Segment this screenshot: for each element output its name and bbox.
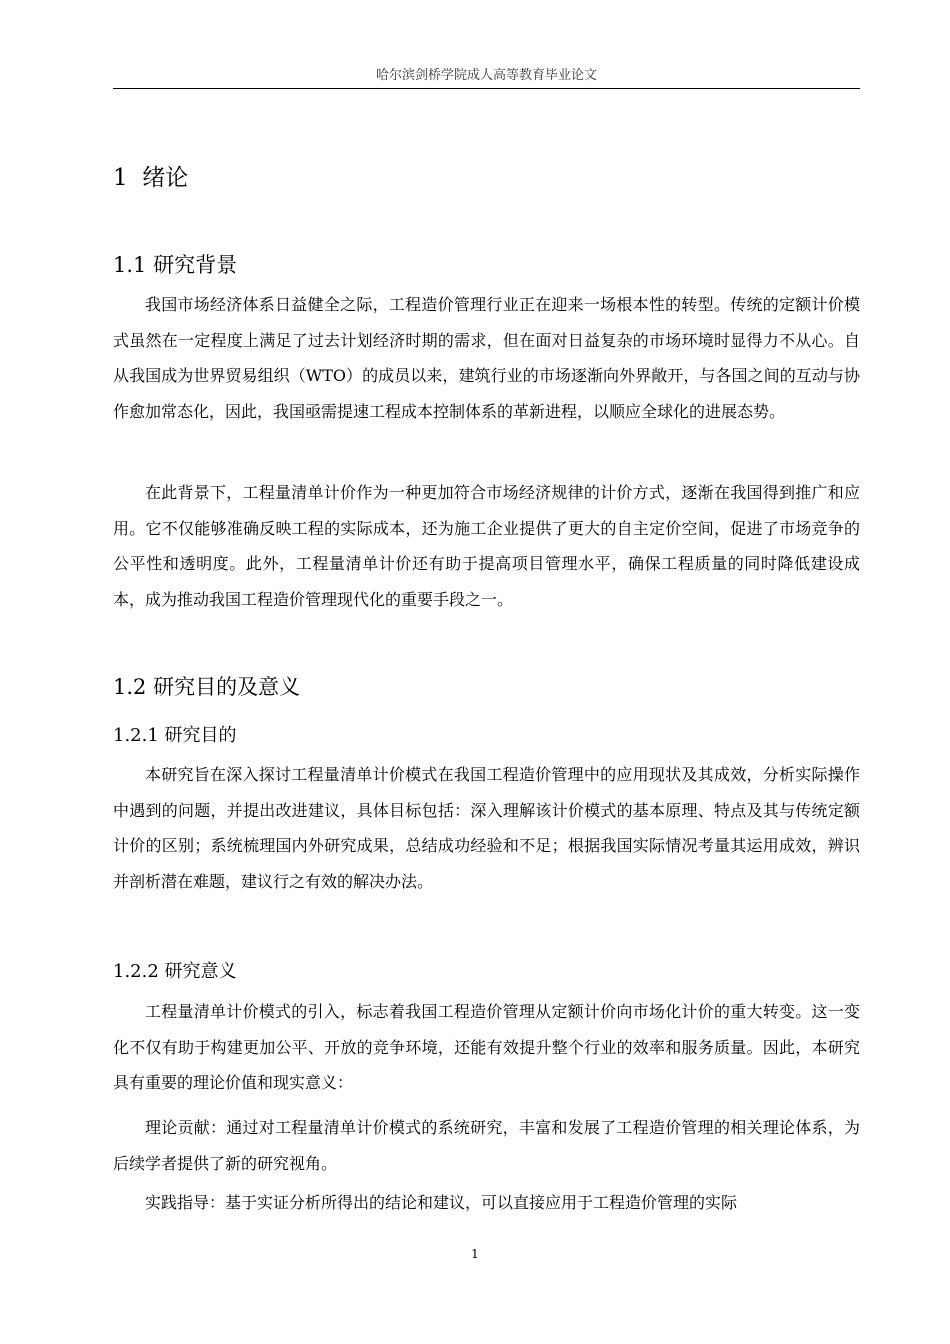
paragraph: 实践指导：基于实证分析所得出的结论和建议，可以直接应用于工程造价管理的实际: [145, 1193, 738, 1212]
chapter-heading: 1 绪论: [113, 165, 189, 191]
paragraph: 在此背景下，工程量清单计价作为一种更加符合市场经济规律的计价方式，逐渐在我国得到推广和应用。它不仅能够准确反映工程的实际成本，还为施工企业提供了更大的自主定价空间，促进了市场竞争的公平性和透明度。此外，工程量清单计价还有助于提高项目管理水平，确保工程质量的同时降低建设成本，成为推动我国工程造价管理现代化的重要手段之一。: [113, 483, 860, 609]
paragraph: 本研究旨在深入探讨工程量清单计价模式在我国工程造价管理中的应用现状及其成效，分析实际操作中遇到的问题，并提出改进建议，具体目标包括：深入理解该计价模式的基本原理、特点及其与传统定额计价的区别；系统梳理国内外研究成果，总结成功经验和不足；根据我国实际情况考量其运用成效，辨识并剖析潜在难题，建议行之有效的解决办法。: [113, 765, 860, 891]
page-number: 1: [471, 1247, 479, 1261]
subsection-heading-1-2-1: 1.2.1 研究目的: [113, 725, 237, 746]
paragraph: 我国市场经济体系日益健全之际，工程造价管理行业正在迎来一场根本性的转型。传统的定额计价模式虽然在一定程度上满足了过去计划经济时期的需求，但在面对日益复杂的市场环境时显得力不从心。自从我国成为世界贸易组织（WTO）的成员以来，建筑行业的市场逐渐向外界敞开，与各国之间的互动与协作愈加常态化，因此，我国亟需提速工程成本控制体系的革新进程，以顺应全球化的进展态势。: [113, 295, 860, 421]
paragraph: 工程量清单计价模式的引入，标志着我国工程造价管理从定额计价向市场化计价的重大转变。这一变化不仅有助于构建更加公平、开放的竞争环境，还能有效提升整个行业的效率和服务质量。因此，本研究具有重要的理论价值和现实意义：: [113, 1002, 860, 1093]
section-heading-1-2: 1.2 研究目的及意义: [113, 675, 301, 699]
header-rule: [113, 88, 860, 89]
paragraph: 理论贡献：通过对工程量清单计价模式的系统研究，丰富和发展了工程造价管理的相关理论体系，为后续学者提供了新的研究视角。: [113, 1118, 860, 1173]
page-header: 哈尔滨剑桥学院成人高等教育毕业论文: [375, 68, 597, 83]
section-heading-1-1: 1.1 研究背景: [113, 253, 238, 277]
subsection-heading-1-2-2: 1.2.2 研究意义: [113, 961, 237, 982]
